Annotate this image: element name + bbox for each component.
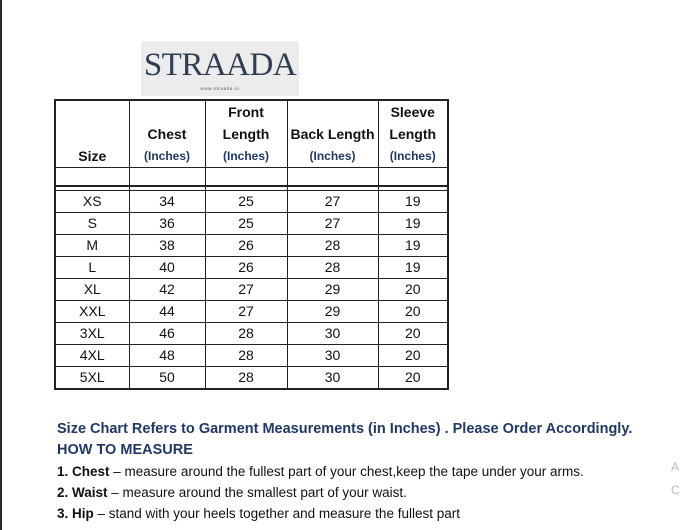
cell-front-length: 25 <box>205 213 287 235</box>
step-hip: 3. Hip – stand with your heels together and measure the fullest part <box>57 506 460 521</box>
cell-sleeve-length: 19 <box>378 235 448 257</box>
cell-front-length: 28 <box>205 367 287 390</box>
table-row <box>55 257 448 279</box>
cell-sleeve-length: 20 <box>378 367 448 390</box>
brand-logo <box>141 41 299 96</box>
table-row <box>55 235 448 257</box>
cell-size: 5XL <box>55 367 129 390</box>
cell-back-length: 27 <box>287 191 378 213</box>
cell-front-length: 28 <box>205 345 287 367</box>
table-row <box>55 345 448 367</box>
edge-glyph-a: A <box>671 460 680 474</box>
cell-front-length: 27 <box>205 301 287 323</box>
header-back-length: Back Length (Inches) <box>287 100 378 168</box>
table-header-row <box>55 100 448 168</box>
cell-chest: 48 <box>129 345 205 367</box>
size-chart-note: Size Chart Refers to Garment Measurements (in Inches) . Please Order Accordingly. <box>57 421 633 437</box>
cell-chest: 44 <box>129 301 205 323</box>
table-row <box>55 213 448 235</box>
cell-size: XS <box>55 191 129 213</box>
cell-chest: 46 <box>129 323 205 345</box>
cell-size: XL <box>55 279 129 301</box>
cell-back-length: 30 <box>287 323 378 345</box>
cell-sleeve-length: 19 <box>378 257 448 279</box>
cell-sleeve-length: 19 <box>378 213 448 235</box>
cell-size: M <box>55 235 129 257</box>
cell-size: 4XL <box>55 345 129 367</box>
cell-front-length: 26 <box>205 235 287 257</box>
cell-size: L <box>55 257 129 279</box>
cell-back-length: 29 <box>287 279 378 301</box>
table-row <box>55 279 448 301</box>
cell-back-length: 29 <box>287 301 378 323</box>
size-chart-table <box>54 99 449 390</box>
cell-chest: 42 <box>129 279 205 301</box>
header-size: Size <box>55 100 129 168</box>
header-sleeve-length: Sleeve Length (Inches) <box>378 100 448 168</box>
cell-sleeve-length: 20 <box>378 301 448 323</box>
cell-front-length: 25 <box>205 191 287 213</box>
cell-sleeve-length: 20 <box>378 345 448 367</box>
cell-chest: 36 <box>129 213 205 235</box>
cell-front-length: 27 <box>205 279 287 301</box>
measurement-info <box>57 419 632 524</box>
header-chest: Chest (Inches) <box>129 100 205 168</box>
cell-size: XXL <box>55 301 129 323</box>
cell-chest: 50 <box>129 367 205 390</box>
cell-back-length: 27 <box>287 213 378 235</box>
cell-back-length: 28 <box>287 257 378 279</box>
cell-chest: 34 <box>129 191 205 213</box>
table-row <box>55 367 448 390</box>
table-row <box>55 191 448 213</box>
cell-chest: 40 <box>129 257 205 279</box>
cell-back-length: 30 <box>287 367 378 390</box>
cell-back-length: 30 <box>287 345 378 367</box>
header-front-length: Front Length (Inches) <box>205 100 287 168</box>
brand-name: STRAADA <box>143 47 297 83</box>
how-to-measure-heading: HOW TO MEASURE <box>57 442 193 458</box>
cell-size: 3XL <box>55 323 129 345</box>
cell-sleeve-length: 20 <box>378 323 448 345</box>
cell-back-length: 28 <box>287 235 378 257</box>
cell-sleeve-length: 20 <box>378 279 448 301</box>
brand-url: www.straada.in <box>200 86 240 91</box>
cell-front-length: 28 <box>205 323 287 345</box>
step-waist: 2. Waist – measure around the smallest part of your waist. <box>57 485 407 500</box>
cell-sleeve-length: 19 <box>378 191 448 213</box>
edge-glyph-c: C <box>671 483 680 497</box>
size-rows <box>55 191 448 390</box>
page-edge-rule <box>0 0 2 530</box>
blank-row <box>55 168 448 187</box>
cell-size: S <box>55 213 129 235</box>
table-row <box>55 301 448 323</box>
cell-chest: 38 <box>129 235 205 257</box>
step-chest: 1. Chest – measure around the fullest part of your chest,keep the tape under your arms. <box>57 464 584 479</box>
cell-front-length: 26 <box>205 257 287 279</box>
table-row <box>55 323 448 345</box>
